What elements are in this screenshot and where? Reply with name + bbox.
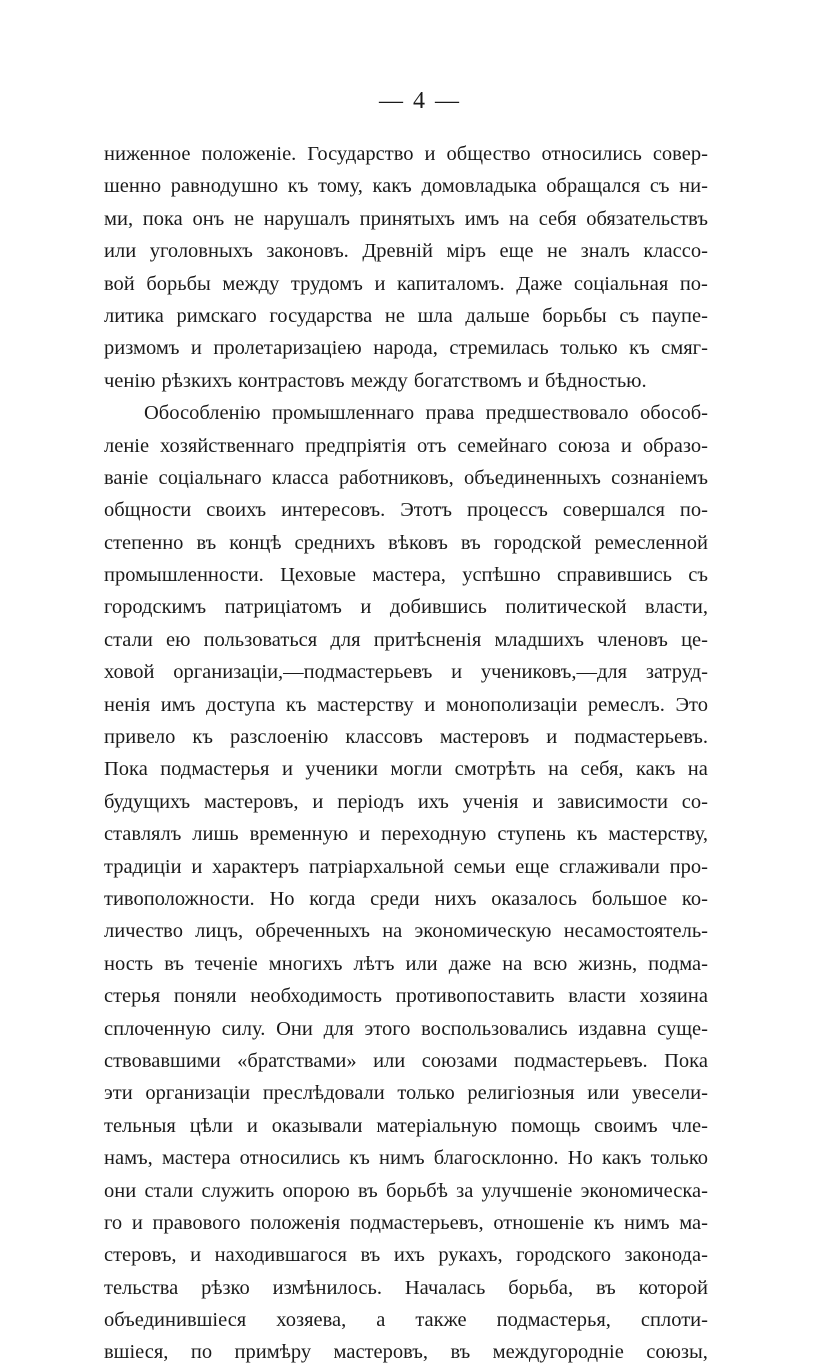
- text-line: тивоположности. Но когда среди нихъ оказалось большое ко-: [104, 887, 708, 910]
- text-line: ми, пока онъ не нарушалъ принятыхъ имъ на себя обязательствъ: [104, 207, 708, 230]
- text-line: ваніе соціальнаго класса работниковъ, объединенныхъ сознаніемъ: [104, 466, 708, 489]
- text-line: Обособленію промышленнаго права предшествовало обособ-: [144, 402, 708, 425]
- text-line: намъ, мастера относились къ нимъ благосклонно. Но какъ только: [104, 1147, 708, 1170]
- text-line: стеровъ, и находившагося въ ихъ рукахъ, городского законода-: [104, 1244, 708, 1267]
- text-line: привело къ разслоенію классовъ мастеровъ и подмастерьевъ.: [104, 726, 708, 749]
- text-line: леніе хозяйственнаго предпріятія отъ семейнаго союза и образо-: [104, 434, 708, 457]
- text-line: общности своихъ интересовъ. Этотъ процессъ совершался по-: [104, 499, 708, 522]
- text-line: вшіеся, по примѣру мастеровъ, въ междугородніе союзы,: [104, 1341, 708, 1364]
- text-line: объединившіеся хозяева, а также подмастерья, сплоти-: [104, 1309, 708, 1332]
- text-line: сплоченную силу. Они для этого воспользовались издавна суще-: [104, 1017, 708, 1040]
- text-line: ненія имъ доступа къ мастерству и монополизаціи ремеслъ. Это: [104, 693, 708, 716]
- body-text: [104, 138, 708, 1369]
- text-line: ховой организаціи,—подмастерьевъ и учениковъ,—для затруд-: [104, 661, 708, 684]
- text-line: они стали служить опорою въ борьбѣ за улучшеніе экономическа-: [104, 1179, 708, 1202]
- text-line: традиціи и характеръ патріархальной семьи еще сглаживали про-: [104, 855, 708, 878]
- text-line: или уголовныхъ законовъ. Древній міръ еще не зналъ классо-: [104, 240, 708, 263]
- text-line: стерья поняли необходимость противопоставить власти хозяина: [104, 985, 708, 1008]
- text-line: будущихъ мастеровъ, и періодъ ихъ ученія и зависимости со-: [104, 790, 708, 813]
- text-line: эти организаціи преслѣдовали только религіозныя или увесели-: [104, 1082, 708, 1105]
- text-line: личество лицъ, обреченныхъ на экономическую несамостоятель-: [104, 920, 708, 943]
- text-line: городскимъ патриціатомъ и добившись политической власти,: [104, 596, 708, 619]
- text-line: вой борьбы между трудомъ и капиталомъ. Даже соціальная по-: [104, 272, 708, 295]
- text-line: степенно въ концѣ среднихъ вѣковъ въ городской ремесленной: [104, 531, 708, 554]
- text-line: ставлялъ лишь временную и переходную ступень къ мастерству,: [104, 823, 708, 846]
- text-line: промышленности. Цеховые мастера, успѣшно справившись съ: [104, 564, 708, 587]
- text-line: Пока подмастерья и ученики могли смотрѣть на себя, какъ на: [104, 758, 708, 781]
- text-line: ниженное положеніе. Государство и общество относились совер-: [104, 143, 708, 165]
- page-number: — 4 —: [379, 88, 461, 114]
- text-line: тельства рѣзко измѣнилось. Началась борьба, въ которой: [104, 1276, 708, 1299]
- text-line: ствовавшими «братствами» или союзами подмастерьевъ. Пока: [104, 1049, 708, 1072]
- text-line: ризмомъ и пролетаризаціею народа, стремилась только къ смяг-: [104, 337, 708, 360]
- text-line: тельныя цѣли и оказывали матеріальную помощь своимъ чле-: [104, 1114, 708, 1137]
- text-line: литика римскаго государства не шла дальше борьбы съ паупе-: [104, 304, 708, 327]
- text-line: го и правового положенія подмастерьевъ, отношеніе къ нимъ ма-: [104, 1211, 708, 1234]
- text-line: ченію рѣзкихъ контрастовъ между богатствомъ и бѣдностью.: [104, 369, 647, 392]
- text-line: шенно равнодушно къ тому, какъ домовладыка обращался съ ни-: [104, 175, 708, 198]
- text-line: стали ею пользоваться для притѣсненія младшихъ членовъ це-: [104, 628, 708, 651]
- text-line: ность въ теченіе многихъ лѣтъ или даже на всю жизнь, подма-: [104, 952, 708, 975]
